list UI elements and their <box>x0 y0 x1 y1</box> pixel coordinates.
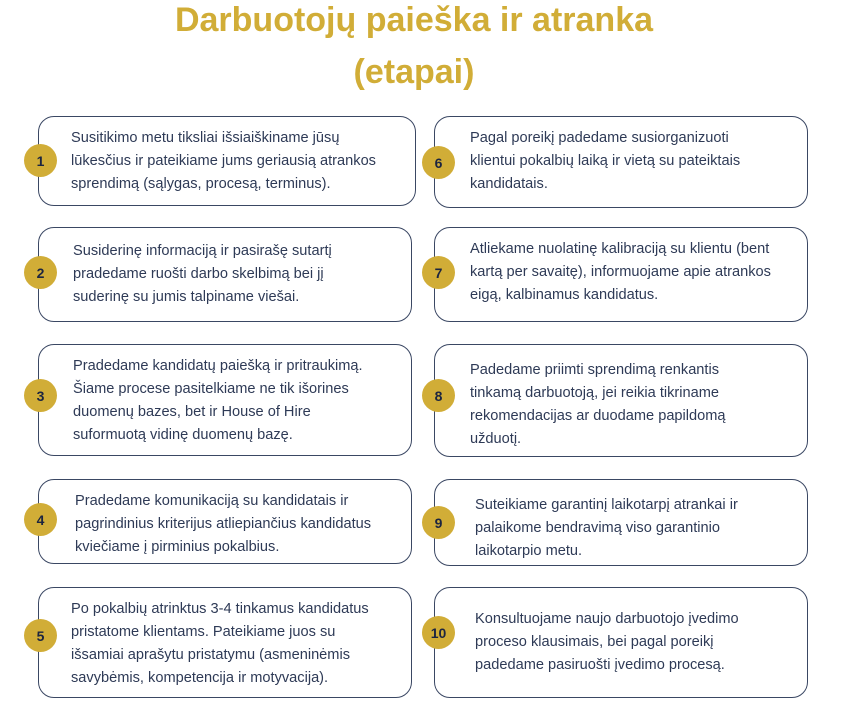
step-number-badge-2: 2 <box>24 256 57 289</box>
step-card-1 <box>38 116 416 206</box>
title-line-1: Darbuotojų paieška ir atranka <box>174 1 654 39</box>
step-text: Padedame priimti sprendimą renkantis tinkamą darbuotoją, jei reikia tikriname rekomendacijas ar duodame papildomą užduotį. <box>470 362 726 447</box>
step-number-badge-9: 9 <box>422 506 455 539</box>
step-text: Po pokalbių atrinktus 3-4 tinkamus kandidatus pristatome klientams. Pateikiame juos su išsamiai aprašytu pristatymu (asmeninėmis savybėmis, kompetencija ir motyvacija). <box>71 601 369 686</box>
step-text: Pradedame komunikaciją su kandidatais ir pagrindinius kriterijus atliepiančius kandidatus kviečiame į pirminius pokalbius. <box>75 493 372 555</box>
step-card-3 <box>38 344 412 456</box>
step-number-badge-7: 7 <box>422 256 455 289</box>
step-number-badge-10: 10 <box>422 616 455 649</box>
step-card-4 <box>38 479 412 564</box>
step-text: Susitikimo metu tiksliai išsiaiškiname jūsų lūkesčius ir pateikiame jums geriausią atrankos sprendimą (sąlygas, procesą, terminus). <box>71 130 376 192</box>
step-card-5 <box>38 587 412 698</box>
step-text: Konsultuojame naujo darbuotojo įvedimo proceso klausimais, bei pagal poreikį padedame pasiruošti įvedimo procesą. <box>475 611 739 673</box>
step-card-9 <box>434 479 808 566</box>
step-card-2 <box>38 227 412 322</box>
step-text: Suteikiame garantinį laikotarpį atrankai ir palaikome bendravimą viso garantinio laikotarpio metu. <box>475 497 738 559</box>
step-card-6 <box>434 116 808 208</box>
step-number-badge-1: 1 <box>24 144 57 177</box>
step-text: Atliekame nuolatinę kalibraciją su klientu (bent kartą per savaitę), informuojame apie atrankos eigą, kalbinamus kandidatus. <box>470 241 771 303</box>
step-number-badge-3: 3 <box>24 379 57 412</box>
page-title <box>0 0 828 94</box>
step-number-badge-6: 6 <box>422 146 455 179</box>
step-card-10 <box>434 587 808 698</box>
step-text: Pagal poreikį padedame susiorganizuoti klientui pokalbių laiką ir vietą su pateiktais kandidatais. <box>470 130 741 192</box>
step-text: Pradedame kandidatų paiešką ir pritraukimą. Šiame procese pasitelkiame ne tik išorines duomenų bazes, bet ir House of Hire suformuotą vidinę duomenų bazę. <box>73 358 363 443</box>
step-card-7 <box>434 227 808 322</box>
step-card-8 <box>434 344 808 457</box>
title-line-2: (etapai) <box>353 53 475 91</box>
step-number-badge-5: 5 <box>24 619 57 652</box>
step-number-badge-8: 8 <box>422 379 455 412</box>
step-text: Susiderinę informaciją ir pasirašę sutartį pradedame ruošti darbo skelbimą bei jį suderinę su jumis talpiname viešai. <box>73 243 332 305</box>
step-number-badge-4: 4 <box>24 503 57 536</box>
